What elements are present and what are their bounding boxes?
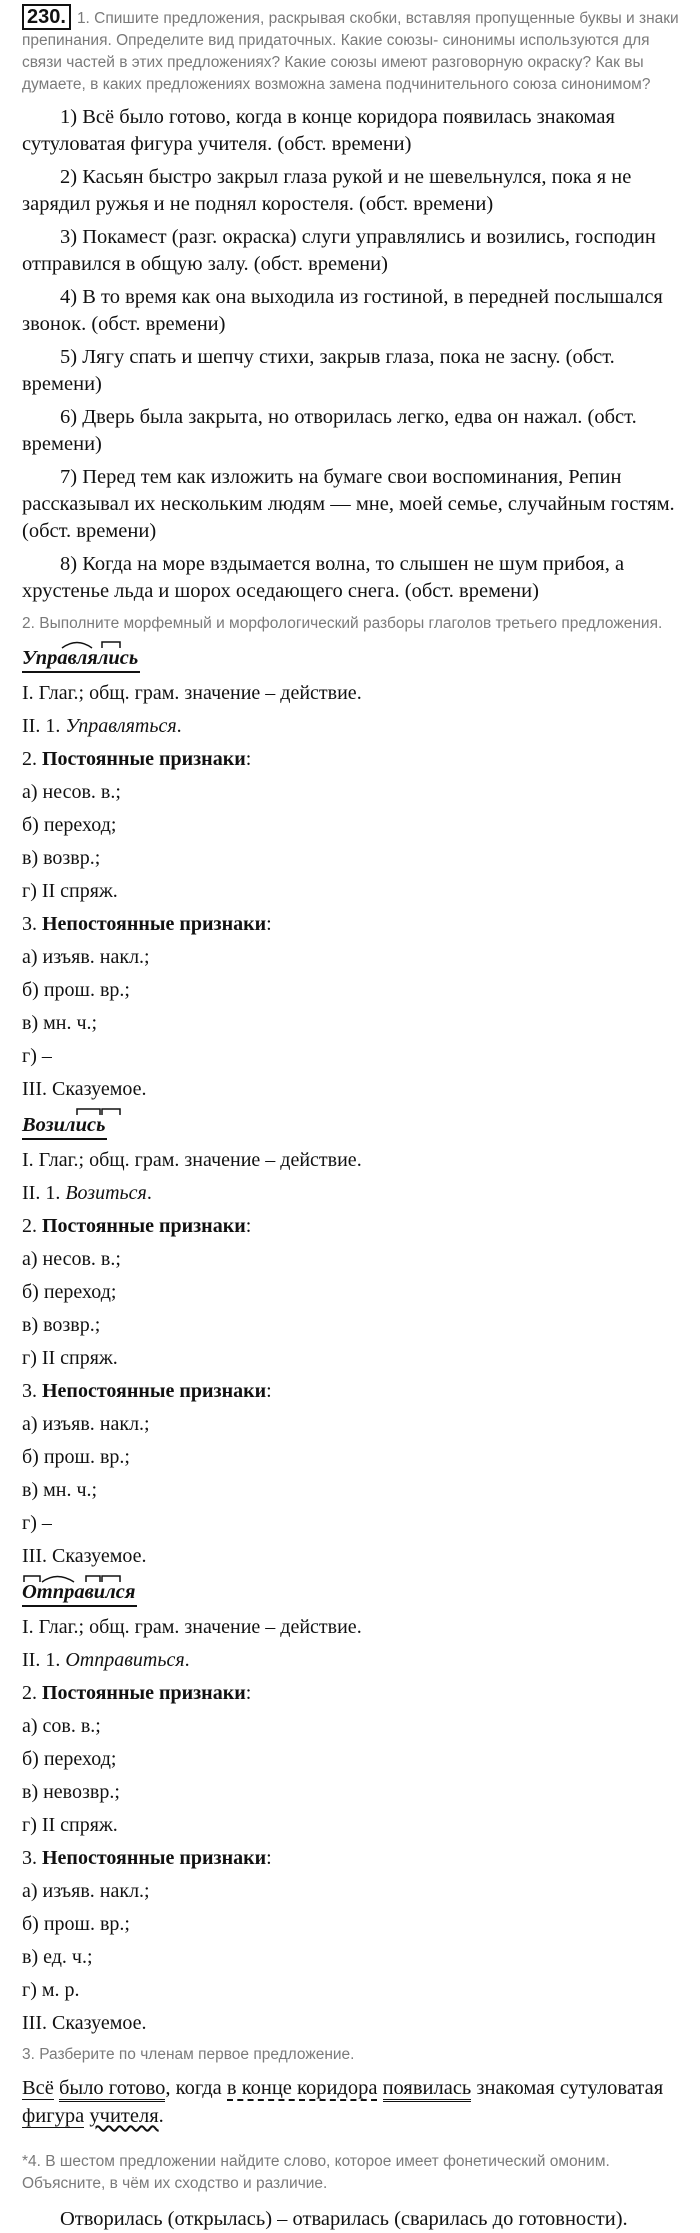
verb-analysis: Управлялись I. Глаг.; общ. грам. значение – действие. II. 1. Управляться. 2. Постоянные признаки: а) несов. в.; б) переход; в) возвр.; г) II спряж. 3. Непостоянные признаки: а) изъяв. накл.; б) прош. вр.; в) мн. ч.; г) – III. Сказуемое. xyxy=(22,635,682,1102)
morpheme-mark-icon xyxy=(22,1575,122,1583)
sentence-5: 5) Лягу спать и шепчу стихи, закрыв глаза, пока не засну. (обст. времени) xyxy=(22,346,615,395)
sentence-7: 7) Перед тем как изложить на бумаге свои воспоминания, Репин рассказывал их нескольким людям — мне, моей семье, случайным гостям. (обст. времени) xyxy=(22,466,675,542)
predicate: было готово xyxy=(59,2077,165,2102)
exercise-number: 230. xyxy=(22,4,71,30)
analyzed-verb: Возились xyxy=(22,1112,107,1140)
verb-analysis: Отправился I. Глаг.; общ. грам. значение – действие. II. 1. Отправиться. 2. Постоянные признаки: а) сов. в.; б) переход; в) невозвр.; г) II спряж. 3. Непостоянные признаки: а) изъяв. накл.; б) прош. вр.; в) ед. ч.; г) м. р. III. Сказуемое. xyxy=(22,1569,682,2036)
sentence-8: 8) Когда на море вздымается волна, то слышен не шум прибоя, а хрустенье льда и шорох оседающего снега. (обст. времени) xyxy=(22,553,625,602)
subject: фигура xyxy=(22,2105,85,2127)
task-3: 3. Разберите по членам первое предложение. xyxy=(22,2046,355,2063)
sentence-2: 2) Касьян быстро закрыл глаза рукой и не шевельнулся, пока я не зарядил ружья и не поднял коростеля. (обст. времени) xyxy=(22,166,632,215)
task-1 xyxy=(22,4,682,96)
task-1-text: 1. Спишите предложения, раскрывая скобки, вставляя пропущенные буквы и знаки препинания. Определите вид придаточных. Какие союзы- синонимы используются для связи частей в этих предложениях? Какие союзы имеют разговорную окраску? Как вы думаете, в каких предложениях возможна замена подчинительного союза синонимом? xyxy=(22,10,679,93)
analyzed-verb: Отправился xyxy=(22,1579,137,1607)
morpheme-mark-icon xyxy=(22,1108,122,1116)
predicate: появилась xyxy=(383,2077,472,2102)
adverbial: в конце коридора xyxy=(226,2077,378,2099)
attribute: учителя xyxy=(89,2105,159,2127)
morpheme-mark-icon xyxy=(22,641,122,649)
sentence-1: 1) Всё было готово, когда в конце коридора появилась знакомая сутуловатая фигура учителя. (обст. времени) xyxy=(22,106,615,155)
analyzed-verb: Управлялись xyxy=(22,645,140,673)
subject: Всё xyxy=(22,2077,54,2099)
analysis-line: I. Глаг.; общ. грам. значение – действие. xyxy=(22,682,362,704)
sentence-6: 6) Дверь была закрыта, но отворилась легко, едва он нажал. (обст. времени) xyxy=(22,406,637,455)
final-answer: Отворилась (открылась) – отварилась (сварилась до готовности). xyxy=(60,2207,628,2230)
verb-analysis: Возились I. Глаг.; общ. грам. значение – действие. II. 1. Возиться. 2. Постоянные признаки: а) несов. в.; б) переход; в) возвр.; г) II спряж. 3. Непостоянные признаки: а) изъяв. накл.; б) прош. вр.; в) мн. ч.; г) – III. Сказуемое. xyxy=(22,1102,682,1569)
task-4: *4. В шестом предложении найдите слово, которое имеет фонетический омоним. Объясните, в чём их сходство и различие. xyxy=(22,2152,610,2192)
parsed-sentence: Всё было готово, когда в конце коридора появилась знакомая сутуловатая фигура учителя. xyxy=(22,2077,664,2127)
sentence-3: 3) Покамест (разг. окраска) слуги управлялись и возились, господин отправился в общую залу. (обст. времени) xyxy=(22,226,656,275)
sentence-4: 4) В то время как она выходила из гостиной, в передней послышался звонок. (обст. времени) xyxy=(22,286,663,335)
task-2: 2. Выполните морфемный и морфологический разборы глаголов третьего предложения. xyxy=(22,615,663,632)
